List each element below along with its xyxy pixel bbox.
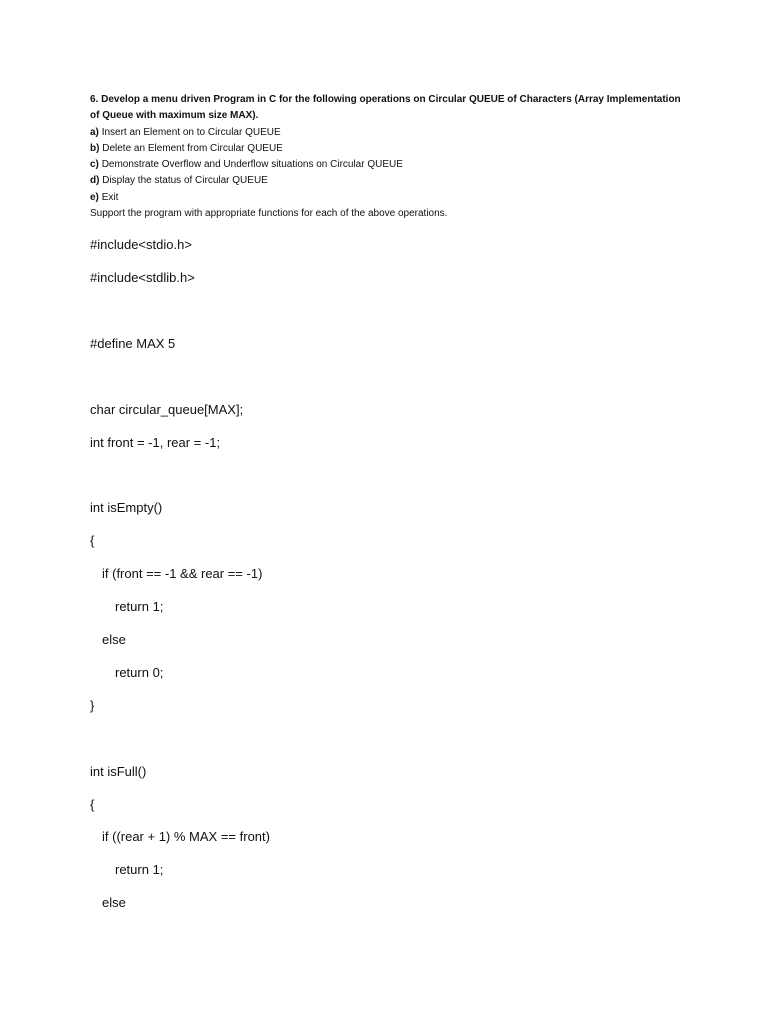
code-line-include-stdlib: #include<stdlib.h>: [90, 270, 195, 285]
code-line-close-brace: }: [90, 698, 95, 713]
code-line-if-empty: if (front == -1 && rear == -1): [102, 566, 263, 581]
code-line-open-brace: {: [90, 533, 95, 548]
code-line-isfull-sig: int isFull(): [90, 764, 147, 779]
option-c-text: Demonstrate Overflow and Underflow situations on Circular QUEUE: [101, 159, 403, 171]
code-line-open-brace-2: {: [90, 797, 95, 812]
option-e-text: Exit: [101, 191, 119, 203]
problem-title: 6. Develop a menu driven Program in C for the following operations on Circular QUEUE of Characters (Array Implementation of Queue with maximum size MAX).: [90, 94, 681, 122]
option-a-text: Insert an Element on to Circular QUEUE: [101, 126, 281, 138]
code-line-include-stdio: #include<stdio.h>: [90, 237, 192, 252]
code-line-return-1-b: return 1;: [115, 862, 164, 877]
code-line-define-max: #define MAX 5: [90, 336, 176, 351]
option-b-text: Delete an Element from Circular QUEUE: [102, 142, 283, 154]
option-d-letter: d): [90, 175, 100, 187]
option-b-letter: b): [90, 142, 100, 154]
code-line-return-0: return 0;: [115, 665, 164, 680]
code-line-front-rear: int front = -1, rear = -1;: [90, 435, 221, 450]
code-line-return-1: return 1;: [115, 599, 164, 614]
option-d-text: Display the status of Circular QUEUE: [102, 175, 268, 187]
code-line-else: else: [102, 632, 126, 647]
code-line-queue-array: char circular_queue[MAX];: [90, 402, 244, 417]
code-line-else-b: else: [102, 895, 126, 910]
code-line-if-full: if ((rear + 1) % MAX == front): [102, 829, 270, 844]
option-c-letter: c): [90, 159, 99, 171]
support-note: Support the program with appropriate functions for each of the above operations.: [90, 208, 448, 220]
option-e-letter: e): [90, 191, 99, 203]
code-line-isempty-sig: int isEmpty(): [90, 500, 163, 515]
option-a-letter: a): [90, 126, 99, 138]
